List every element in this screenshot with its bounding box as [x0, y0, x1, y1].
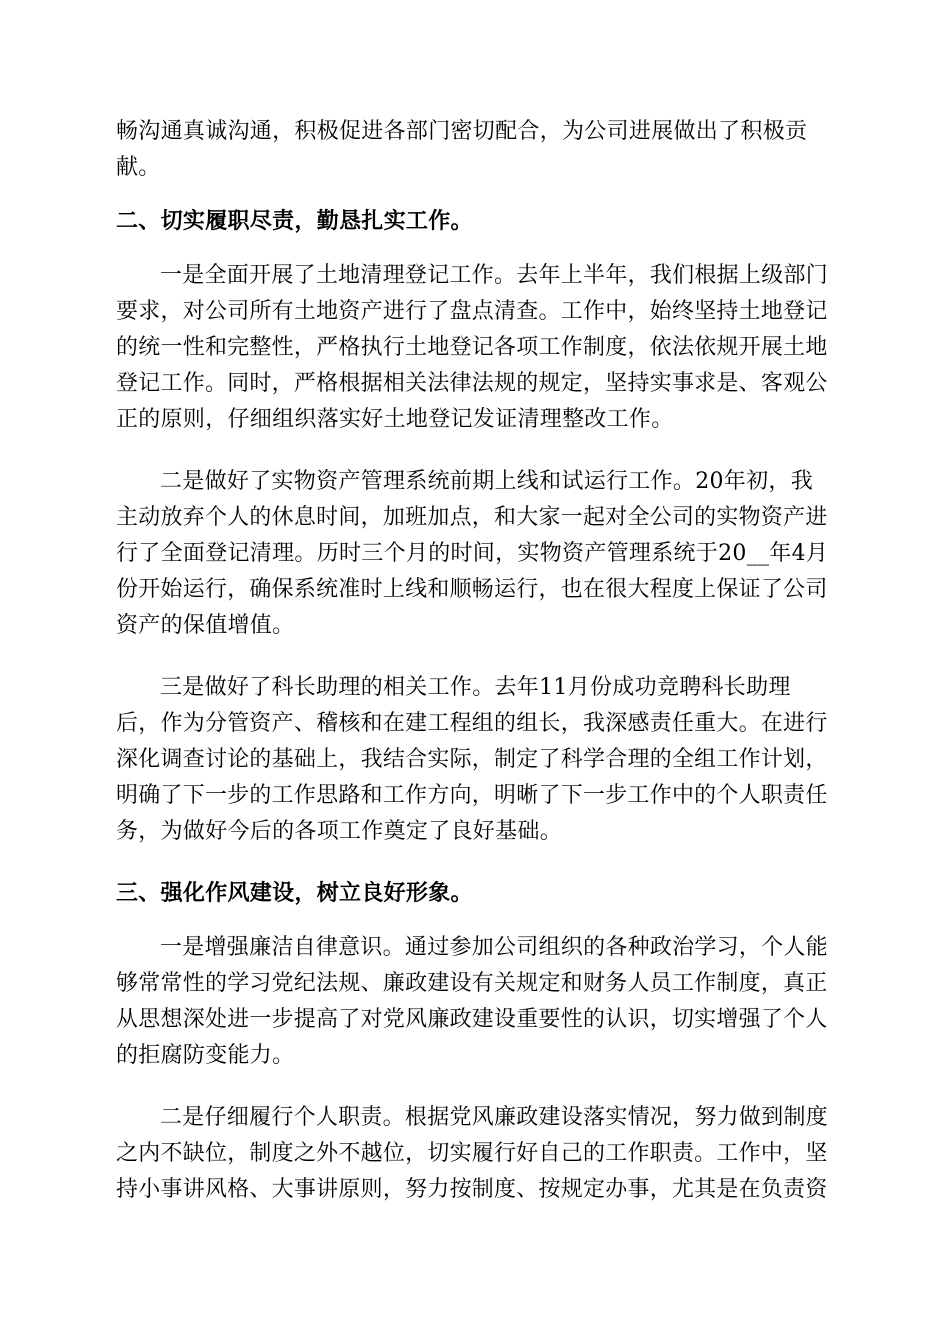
paragraph-line: 之内不缺位，制度之外不越位，切实履行好自己的工作职责。工作中，坚 — [116, 1141, 828, 1166]
paragraph-line: 深化调查讨论的基础上，我结合实际，制定了科学合理的全组工作计划， — [116, 747, 828, 772]
paragraph-line: 持小事讲风格、大事讲原则，努力按制度、按规定办事，尤其是在负责资 — [116, 1177, 828, 1202]
paragraph-line: 的拒腐防变能力。 — [116, 1043, 295, 1068]
paragraph-line: 正的原则，仔细组织落实好土地登记发证清理整改工作。 — [116, 407, 674, 432]
paragraph-line: 份开始运行，确保系统准时上线和顺畅运行，也在很大程度上保证了公司 — [116, 577, 828, 602]
paragraph-line: 要求，对公司所有土地资产进行了盘点清查。工作中，始终坚持土地登记 — [116, 299, 828, 324]
paragraph-line: 从思想深处进一步提高了对党风廉政建设重要性的认识，切实增强了个人 — [116, 1007, 828, 1032]
paragraph-line: 明确了下一步的工作思路和工作方向，明晰了下一步工作中的个人职责任 — [116, 783, 828, 808]
section-heading: 三、强化作风建设，树立良好形象。 — [116, 881, 473, 906]
paragraph-line: 二是仔细履行个人职责。根据党风廉政建设落实情况，努力做到制度 — [160, 1105, 829, 1130]
paragraph-line: 主动放弃个人的休息时间，加班加点，和大家一起对全公司的实物资产进 — [116, 505, 828, 530]
paragraph-line: 登记工作。同时，严格根据相关法律法规的规定，坚持实事求是、客观公 — [116, 371, 828, 396]
paragraph-line: 一是增强廉洁自律意识。通过参加公司组织的各种政治学习，个人能 — [160, 935, 829, 960]
paragraph-line: 的统一性和完整性，严格执行土地登记各项工作制度，依法依规开展土地 — [116, 335, 828, 360]
paragraph-line: 行了全面登记清理。历时三个月的时间，实物资产管理系统于20__年4月 — [116, 541, 829, 566]
paragraph-line: 后，作为分管资产、稽核和在建工程组的组长，我深感责任重大。在进行 — [116, 711, 828, 736]
paragraph-line: 三是做好了科长助理的相关工作。去年11月份成功竞聘科长助理 — [160, 675, 791, 700]
paragraph-line: 务，为做好今后的各项工作奠定了良好基础。 — [116, 819, 563, 844]
paragraph-line: 献。 — [116, 155, 161, 180]
paragraph-line: 一是全面开展了土地清理登记工作。去年上半年，我们根据上级部门 — [160, 263, 829, 288]
paragraph-line: 畅沟通真诚沟通，积极促进各部门密切配合，为公司进展做出了积极贡 — [116, 119, 808, 144]
section-heading: 二、切实履职尽责，勤恳扎实工作。 — [116, 209, 473, 234]
paragraph-line: 资产的保值增值。 — [116, 613, 295, 638]
paragraph-line: 够常常性的学习党纪法规、廉政建设有关规定和财务人员工作制度，真正 — [116, 971, 828, 996]
paragraph-line: 二是做好了实物资产管理系统前期上线和试运行工作。20年初，我 — [160, 469, 813, 494]
